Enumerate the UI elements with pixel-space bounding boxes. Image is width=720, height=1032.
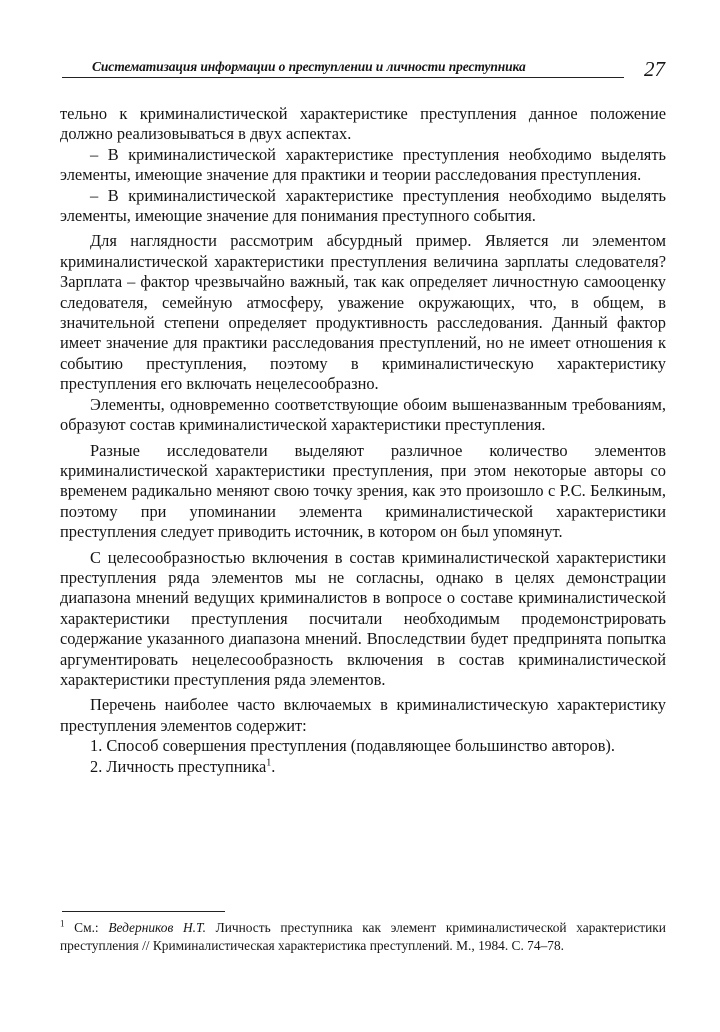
paragraph: Перечень наиболее часто включаемых в криминалистическую характеристику преступления элементов содержит: (60, 695, 666, 735)
paragraph: – В криминалистической характеристике преступления необходимо выделять элементы, имеющие значение для понимания преступного события. (60, 185, 666, 226)
header-rule (62, 77, 624, 78)
footnote-text: Личность преступника как элемент криминалистической характеристики преступления // Криминалистическая характеристика преступлений. М., 1984. С. 74–78. (60, 920, 666, 953)
paragraph: Элементы, одновременно соответствующие обоим вышеназванным требованиям, образуют состав криминалистической характеристики преступления. (60, 394, 666, 435)
page-number: 27 (644, 57, 665, 81)
footnote-reference[interactable]: 1 (266, 757, 272, 769)
paragraph: Для наглядности рассмотрим абсурдный пример. Является ли элементом криминалистической характеристики преступления величина зарплаты следователя? Зарплата – фактор чрезвычайно важный, так как определяет личностную самооценку следователя, семейную атмосферу, уважение окружающих, что, в общем, в значительной степени определяет продуктивность расследования. Данный фактор имеет значение для практики расследования преступлений, но не имеет отношения к событию преступления, поэтому в криминалистическую характеристику преступления его включать нецелесообразно. (60, 231, 666, 394)
footnote (60, 919, 666, 954)
footnote-mark: 1 (60, 918, 65, 929)
list-item-text: 2. Личность преступника (90, 756, 267, 776)
running-header (62, 55, 665, 89)
paragraph: Разные исследователи выделяют различное количество элементов криминалистической характеристики преступления, при этом некоторые авторы со временем радикально меняют свою точку зрения, как это произошло с Р.С. Белкиным, поэтому при упоминании элемента криминалистической характеристики преступления следует приводить источник, в котором он был упомянут. (60, 440, 666, 542)
body-text (60, 104, 666, 777)
list-item-punctuation: . (271, 756, 276, 776)
footnote-rule (62, 911, 225, 912)
paragraph: С целесообразностью включения в состав криминалистической характеристики преступления ряда элементов мы не согласны, однако в целях демонстрации диапазона мнений ведущих криминалистов в вопросе о составе криминалистической характеристики преступления посчитали необходимым продемонстрировать содержание указанного диапазона мнений. Впоследствии будет предпринята попытка аргументировать нецелесообразность включения в состав криминалистической характеристики преступления ряда элементов. (60, 547, 666, 689)
footnote-author: Ведерников Н.Т. (108, 920, 206, 935)
paragraph: – В криминалистической характеристике преступления необходимо выделять элементы, имеющие значение для практики и теории расследования преступления. (60, 144, 666, 185)
paragraph: тельно к криминалистической характеристике преступления данное положение должно реализовываться в двух аспектах. (60, 104, 666, 144)
list-item: 1. Способ совершения преступления (подавляющее большинство авторов). (90, 736, 615, 756)
list-item (60, 757, 666, 777)
footnote-lead: См.: (74, 920, 99, 935)
running-title: Систематизация информации о преступлении и личности преступника (92, 59, 526, 74)
